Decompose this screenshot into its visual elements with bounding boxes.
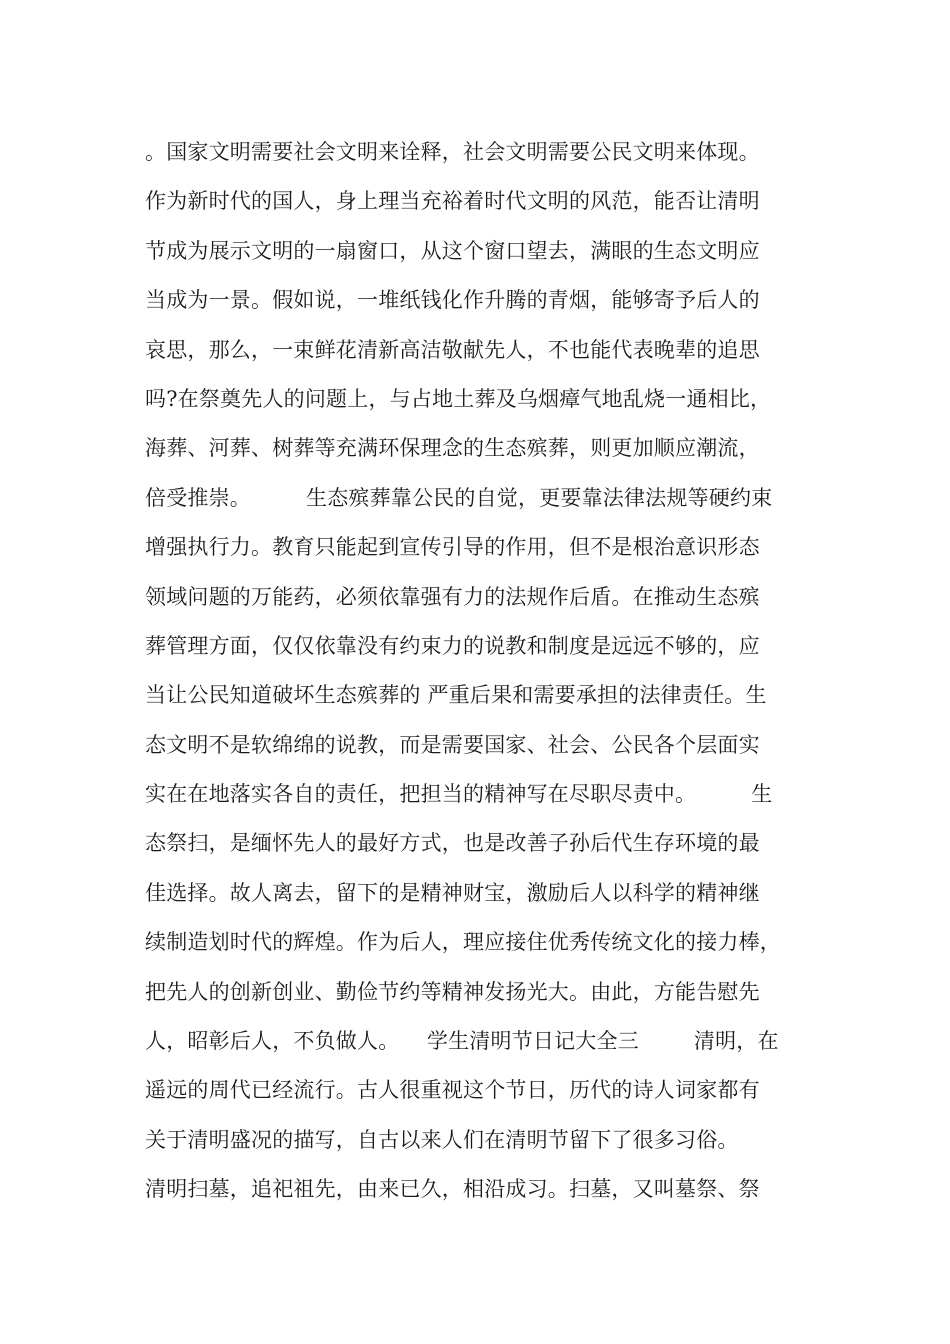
text-line: 葬管理方面，仅仅依靠没有约束力的说教和制度是远远不够的，应 — [145, 633, 760, 658]
text-line: 态祭扫，是缅怀先人的最好方式，也是改善子孙后代生存环境的最 — [145, 831, 760, 856]
text-line: 当让公民知道破坏生态殡葬的 严重后果和需要承担的法律责任。生 — [145, 683, 767, 708]
text-line: 把先人的创新创业、勤俭节约等精神发扬光大。由此，方能告慰先 — [145, 979, 760, 1004]
text-line: 作为新时代的国人，身上理当充裕着时代文明的风范，能否让清明 — [145, 189, 760, 214]
text-line: 领域问题的万能药，必须依靠强有力的法规作后盾。在推动生态殡 — [145, 584, 760, 609]
text-line: 清明扫墓，追祀祖先，由来已久，相沿成习。扫墓，又叫墓祭、祭 — [145, 1177, 760, 1202]
text-line: 态文明不是软绵绵的说教，而是需要国家、社会、公民各个层面实 — [145, 732, 760, 757]
text-line: 倍受推崇。 生态殡葬靠公民的自觉，更要靠法律法规等硬约束 — [145, 485, 773, 510]
text-line: 遥远的周代已经流行。古人很重视这个节日，历代的诗人词家都有 — [145, 1078, 760, 1103]
text-line: 节成为展示文明的一扇窗口，从这个窗口望去，满眼的生态文明应 — [145, 238, 760, 263]
text-line: 增强执行力。教育只能起到宣传引导的作用，但不是根治意识形态 — [145, 535, 760, 560]
text-line: 人，昭彰后人，不负做人。 学生清明节日记大全三 清明，在 — [145, 1029, 779, 1054]
text-line: 关于清明盛况的描写，自古以来人们在清明节留下了很多习俗。 — [145, 1127, 739, 1152]
text-line: 吗?在祭奠先人的问题上，与占地土葬及乌烟瘴气地乱烧一通相比， — [145, 386, 772, 411]
text-line: 海葬、河葬、树葬等充满环保理念的生态殡葬，则更加顺应潮流， — [145, 436, 760, 461]
text-line: 哀思，那么，一束鲜花清新高洁敬献先人，不也能代表晚辈的追思 — [145, 337, 760, 362]
text-line: 佳选择。故人离去，留下的是精神财宝，激励后人以科学的精神继 — [145, 880, 760, 905]
text-line: 实在在地落实各自的责任，把担当的精神写在尽职尽责中。 生 — [145, 782, 773, 807]
text-line: 。国家文明需要社会文明来诠释，社会文明需要公民文明来体现。 — [145, 140, 760, 164]
document-body — [145, 128, 825, 1215]
text-line: 当成为一景。假如说，一堆纸钱化作升腾的青烟，能够寄予后人的 — [145, 288, 760, 313]
text-line: 续制造划时代的辉煌。作为后人，理应接住优秀传统文化的接力棒， — [145, 930, 781, 955]
